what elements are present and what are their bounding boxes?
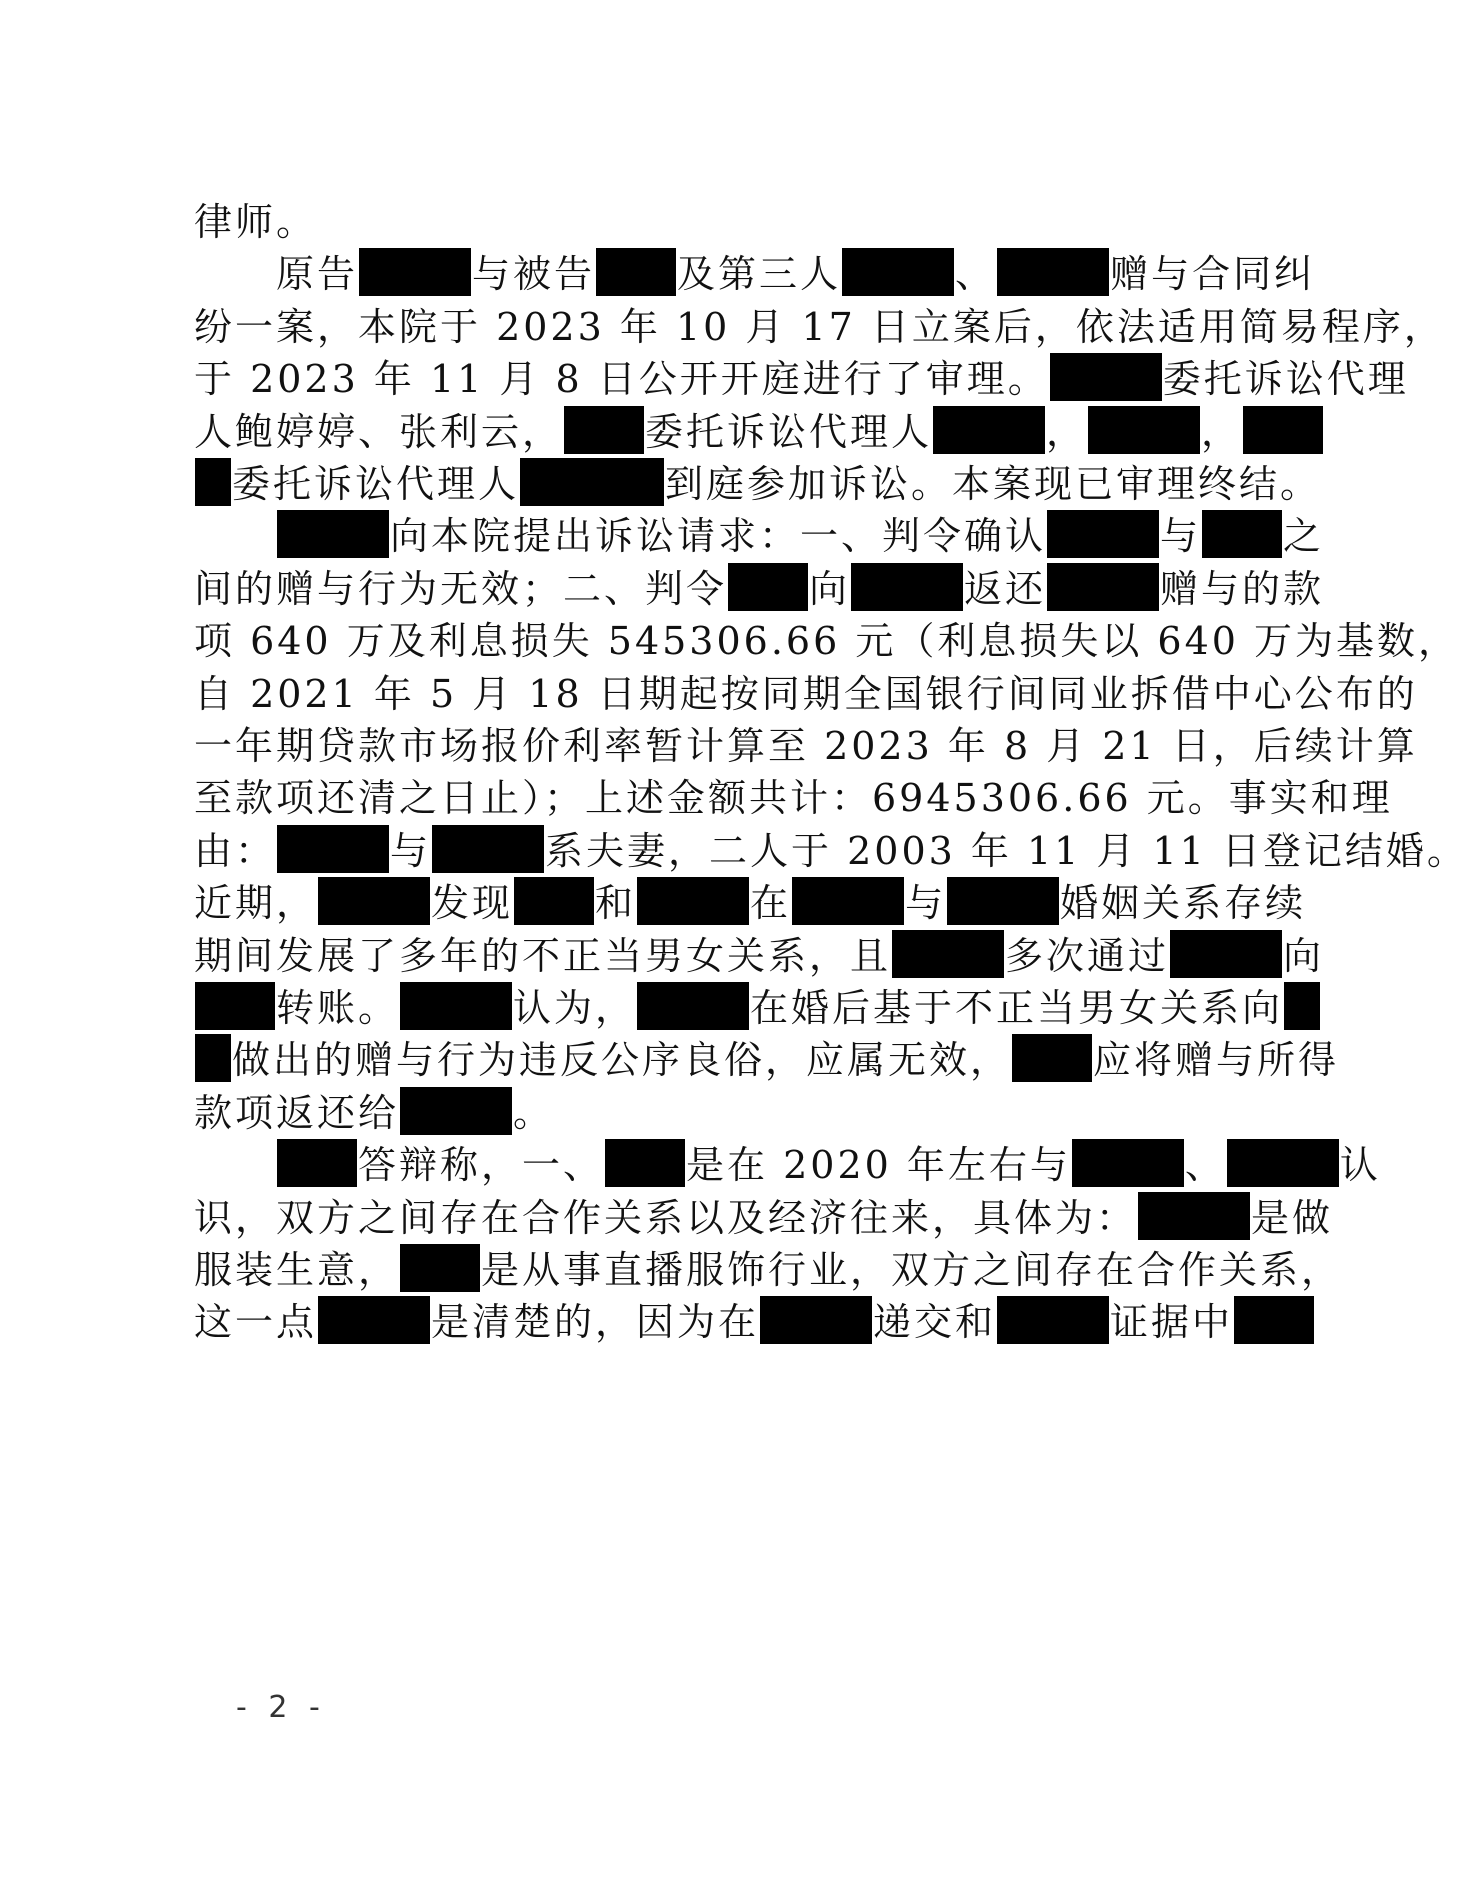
redaction-box <box>400 1244 480 1292</box>
text-segment: 由： <box>194 828 277 873</box>
redaction-box <box>792 877 904 925</box>
redaction-box <box>359 248 471 296</box>
text-segment: 、 <box>1184 1143 1226 1188</box>
redaction-box <box>637 982 749 1030</box>
redaction-box <box>277 825 389 873</box>
redaction-box <box>1047 510 1159 558</box>
redaction-box <box>514 877 594 925</box>
redaction-box <box>277 510 389 558</box>
text-segment: 委托诉讼代理人 <box>232 462 520 506</box>
text-segment: 与 <box>390 828 432 873</box>
redaction-box <box>400 1087 512 1135</box>
text-segment: 。 <box>513 1090 555 1135</box>
text-segment: ， <box>1046 409 1088 454</box>
text-segment <box>194 514 276 558</box>
redaction-box <box>842 248 954 296</box>
redaction-box <box>1170 930 1282 978</box>
text-segment: 委托诉讼代理人 <box>645 409 933 454</box>
text-segment: 在 <box>750 881 792 926</box>
text-segment: ， <box>1201 409 1243 454</box>
text-segment: 识，双方之间存在合作关系以及经济往来，具体为： <box>194 1195 1138 1240</box>
text-segment: 多次通过 <box>1005 933 1170 978</box>
redaction-box <box>728 563 808 611</box>
text-segment: 和 <box>595 881 637 926</box>
text-segment: 到庭参加诉讼。本案现已审理终结。 <box>665 462 1322 506</box>
text-segment: 之 <box>1283 514 1325 559</box>
redaction-box <box>596 248 676 296</box>
text-segment: 是在 2020 年左右与 <box>686 1143 1071 1188</box>
text-segment <box>194 1143 276 1187</box>
text-segment: 发现 <box>431 881 514 926</box>
redaction-box <box>997 1296 1109 1344</box>
redaction-box <box>1047 563 1159 611</box>
text-segment: 间的赠与行为无效；二、判令 <box>194 566 728 611</box>
redaction-box <box>1234 1296 1314 1344</box>
redaction-box <box>851 563 963 611</box>
redaction-box <box>760 1296 872 1344</box>
text-segment: 在婚后基于不正当男女关系向 <box>750 986 1284 1030</box>
text-segment: 是从事直播服饰行业，双方之间存在合作关系， <box>481 1248 1343 1292</box>
redaction-box <box>1050 353 1162 401</box>
text-segment: 至款项还清之日止）；上述金额共计：6945306.66 元。事实和理 <box>194 776 1393 821</box>
text-segment: 递交和 <box>873 1300 997 1345</box>
redaction-box <box>195 1034 231 1082</box>
text-segment: 向 <box>809 566 851 611</box>
redaction-box <box>432 825 544 873</box>
text-segment: 系夫妻，二人于 2003 年 11 月 11 日登记结婚。 <box>545 828 1468 873</box>
text-segment: 项 640 万及利息损失 545306.66 元（利息损失以 640 万为基数， <box>194 619 1460 664</box>
text-segment: 与 <box>905 881 947 926</box>
redaction-box <box>1088 406 1200 454</box>
text-segment: 一年期贷款市场报价利率暂计算至 2023 年 8 月 21 日，后续计算 <box>194 724 1418 768</box>
redaction-box <box>1243 406 1323 454</box>
text-segment: 是做 <box>1251 1195 1334 1240</box>
text-segment: 赠与合同纠 <box>1110 252 1316 297</box>
text-segment: 认为， <box>513 986 637 1030</box>
text-segment: 款项返还给 <box>194 1090 400 1135</box>
text-segment: 认 <box>1339 1143 1381 1188</box>
text-segment: 期间发展了多年的不正当男女关系，且 <box>194 933 892 978</box>
redaction-box <box>933 406 1045 454</box>
redaction-box <box>605 1139 685 1187</box>
redaction-box <box>1227 1139 1339 1187</box>
text-segment: 人鲍婷婷、张利云， <box>194 409 564 454</box>
text-segment: 向 <box>1283 933 1325 978</box>
text-segment: 证据中 <box>1110 1300 1234 1345</box>
text-segment: 做出的赠与行为违反公序良俗，应属无效， <box>232 1038 1012 1083</box>
redaction-box <box>564 406 644 454</box>
text-segment: 返还 <box>964 566 1047 611</box>
text-segment: 近期， <box>194 881 318 926</box>
text-segment: 向本院提出诉讼请求：一、判令确认 <box>390 514 1047 559</box>
text-segment: 自 2021 年 5 月 18 日期起按同期全国银行间同业拆借中心公布的 <box>194 671 1418 716</box>
text-segment: 纷一案，本院于 2023 年 10 月 17 日立案后，依法适用简易程序， <box>194 304 1445 349</box>
text-segment: 委托诉讼代理 <box>1162 357 1409 402</box>
redaction-box <box>195 982 275 1030</box>
text-segment: 赠与的款 <box>1160 566 1325 611</box>
text-line <box>194 1290 1234 1354</box>
redaction-box <box>997 248 1109 296</box>
text-segment: 、 <box>955 252 997 297</box>
page-number: - 2 - <box>236 1690 326 1725</box>
text-segment: 答辩称，一、 <box>358 1143 605 1188</box>
text-segment: 原告 <box>194 252 359 297</box>
text-segment: 应将赠与所得 <box>1093 1038 1340 1083</box>
redaction-box <box>637 877 749 925</box>
text-segment: 与 <box>1160 514 1202 559</box>
redaction-box <box>1138 1192 1250 1240</box>
text-segment: 与被告 <box>472 252 596 297</box>
text-segment: 于 2023 年 11 月 8 日公开开庭进行了审理。 <box>194 357 1049 402</box>
redaction-box <box>195 458 231 506</box>
text-segment: 及第三人 <box>677 252 842 297</box>
redaction-box <box>520 458 664 506</box>
redaction-box <box>277 1139 357 1187</box>
redaction-box <box>892 930 1004 978</box>
text-segment: 转账。 <box>276 986 400 1030</box>
redaction-box <box>1072 1139 1184 1187</box>
text-segment: 是清楚的，因为在 <box>431 1300 760 1345</box>
redaction-box <box>400 982 512 1030</box>
text-segment: 婚姻关系存续 <box>1060 881 1307 926</box>
redaction-box <box>1012 1034 1092 1082</box>
text-segment: 这一点 <box>194 1300 318 1345</box>
redaction-box <box>318 877 430 925</box>
redaction-box <box>947 877 1059 925</box>
text-segment: 律师。 <box>194 200 318 244</box>
redaction-box <box>1284 982 1320 1030</box>
redaction-box <box>318 1296 430 1344</box>
redaction-box <box>1202 510 1282 558</box>
text-segment: 服装生意， <box>194 1248 400 1292</box>
